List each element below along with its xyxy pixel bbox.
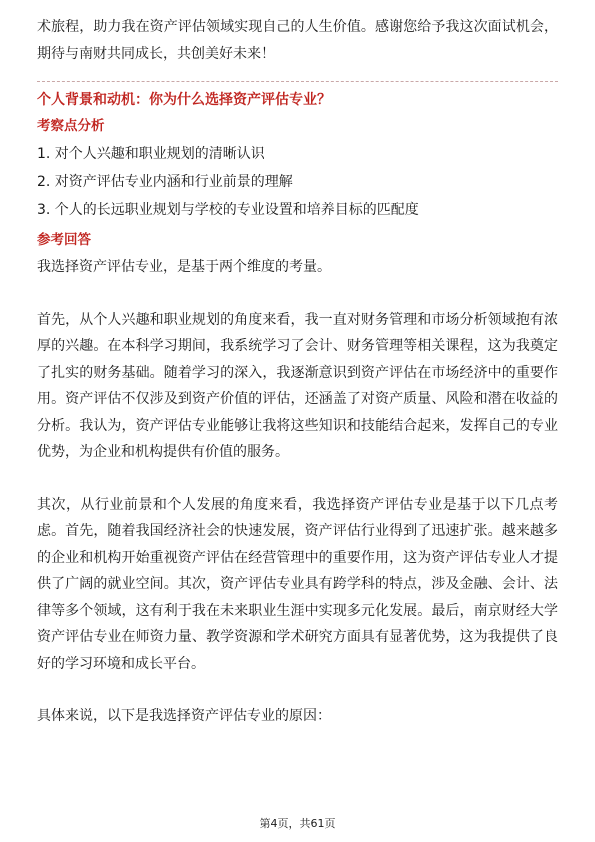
section-divider xyxy=(37,81,558,82)
page-number: 第4页，共61页 xyxy=(259,817,336,830)
question-title: 个人背景和动机：你为什么选择资产评估专业？ xyxy=(37,92,331,108)
answer-paragraph: 具体来说，以下是我选择资产评估专业的原因： xyxy=(37,708,331,724)
document-page xyxy=(37,14,558,730)
analysis-heading: 考察点分析 xyxy=(37,118,105,134)
answer-heading: 参考回答 xyxy=(37,232,91,248)
list-item: 1. 对个人兴趣和职业规划的清晰认识 xyxy=(37,146,265,162)
analysis-list xyxy=(37,140,558,224)
list-item: 2. 对资产评估专业内涵和行业前景的理解 xyxy=(37,174,293,190)
answer-paragraph: 其次，从行业前景和个人发展的角度来看，我选择资产评估专业是基于以下几点考虑。首先，随着我国经济社会的快速发展，资产评估行业得到了迅速扩张。越来越多的企业和机构开始重视资产评估在经营管理中的重要作用，这为资产评估专业人才提供了广阔的就业空间。其次，资产评估专业具有跨学科的特点，涉及金融、会计、法律等多个领域，这有利于我在未来职业生涯中实现多元化发展。最后，南京财经大学资产评估专业在师资力量、教学资源和学术研究方面具有显著优势，这为我提供了良好的学习环境和成长平台。 xyxy=(37,496,558,672)
answer-paragraph: 我选择资产评估专业，是基于两个维度的考量。 xyxy=(37,259,331,275)
intro-paragraph: 术旅程，助力我在资产评估领域实现自己的人生价值。感谢您给予我这次面试机会，期待与南财共同成长，共创美好未来！ xyxy=(37,19,558,62)
list-item: 3. 个人的长远职业规划与学校的专业设置和培养目标的匹配度 xyxy=(37,202,419,218)
answer-paragraph: 首先，从个人兴趣和职业规划的角度来看，我一直对财务管理和市场分析领域抱有浓厚的兴趣。在本科学习期间，我系统学习了会计、财务管理等相关课程，这为我奠定了扎实的财务基础。随着学习的深入，我逐渐意识到资产评估在市场经济中的重要作用。资产评估不仅涉及到资产价值的评估，还涵盖了对资产质量、风险和潜在收益的分析。我认为，资产评估专业能够让我将这些知识和技能结合起来，发挥自己的专业优势，为企业和机构提供有价值的服务。 xyxy=(37,311,558,460)
